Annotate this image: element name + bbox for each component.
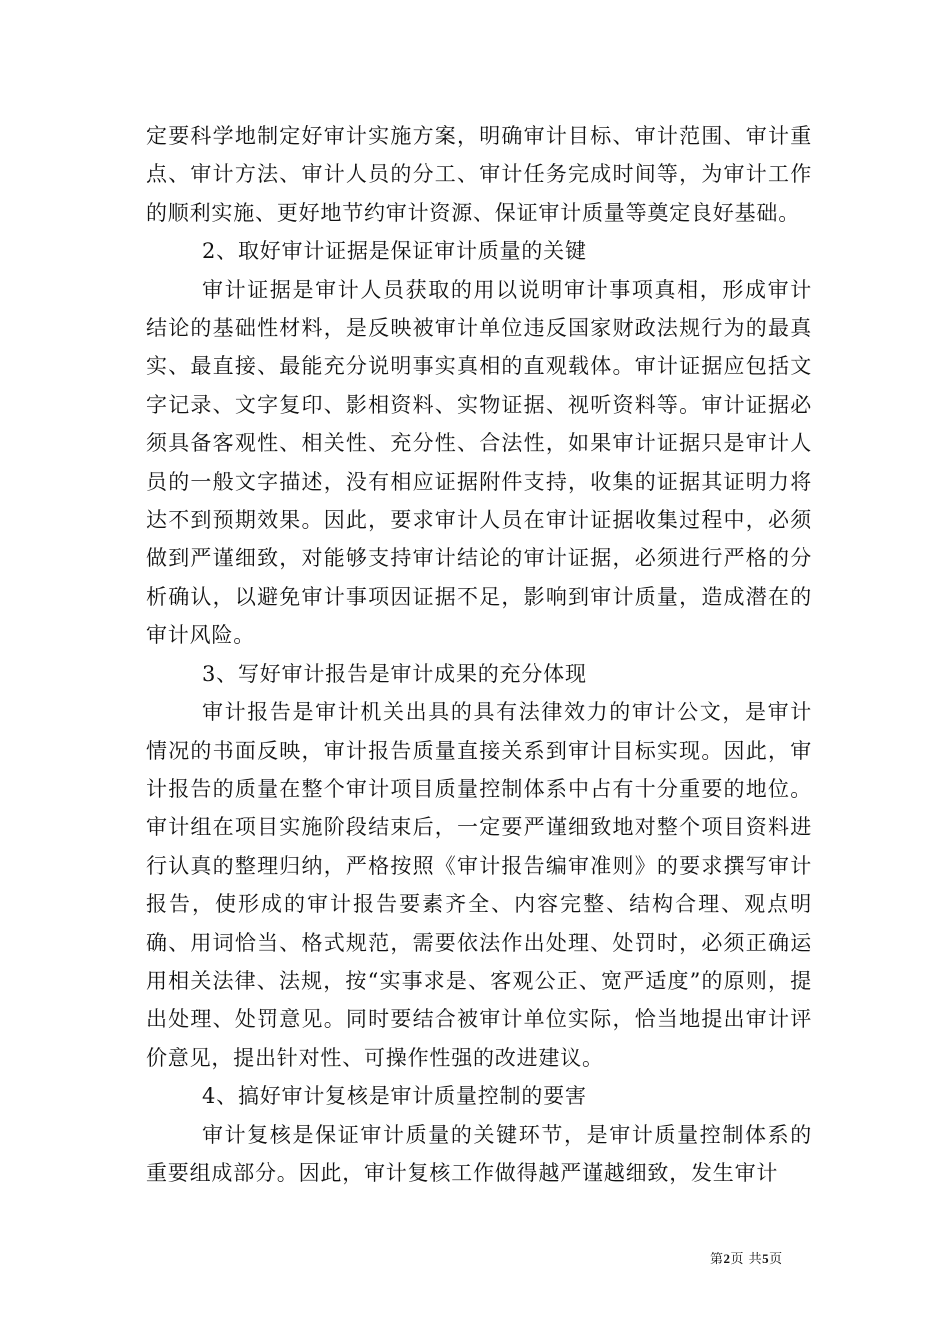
section-heading-3: 3、写好审计报告是审计成果的充分体现 [202, 661, 587, 686]
paragraph-continuation: 定要科学地制定好审计实施方案，明确审计目标、审计范围、审计重点、审计方法、审计人员的分工、审计任务完成时间等，为审计工作的顺利实施、更好地节约审计资源、保证审计质量等奠定良好基础。 [146, 124, 812, 225]
section-heading-2: 2、取好审计证据是保证审计质量的关键 [202, 239, 587, 264]
section-heading-4: 4、搞好审计复核是审计质量控制的要害 [202, 1084, 587, 1109]
footer-suffix: 页 [769, 1252, 783, 1267]
page-footer [710, 1248, 783, 1267]
paragraph-audit-review: 审计复核是保证审计质量的关键环节，是审计质量控制体系的重要组成部分。因此，审计复核工作做得越严谨越细致，发生审计 [146, 1122, 812, 1185]
footer-prefix: 第 [710, 1252, 724, 1267]
footer-middle: 页 共 [730, 1252, 763, 1267]
paragraph-audit-report: 审计报告是审计机关出具的具有法律效力的审计公文，是审计情况的书面反映，审计报告质量直接关系到审计目标实现。因此，审计报告的质量在整个审计项目质量控制体系中占有十分重要的地位。审计组在项目实施阶段结束后，一定要严谨细致地对整个项目资料进行认真的整理归纳，严格按照《审计报告编审准则》的要求撰写审计报告，使形成的审计报告要素齐全、内容完整、结构合理、观点明确、用词恰当、格式规范，需要依法作出处理、处罚时，必须正确运用相关法律、法规，按“实事求是、客观公正、宽严适度”的原则，提出处理、处罚意见。同时要结合被审计单位实际，恰当地提出审计评价意见，提出针对性、可操作性强的改进建议。 [146, 700, 812, 1070]
document-body [146, 117, 812, 1192]
paragraph-audit-evidence: 审计证据是审计人员获取的用以说明审计事项真相，形成审计结论的基础性材料，是反映被审计单位违反国家财政法规行为的最真实、最直接、最能充分说明事实真相的直观载体。审计证据应包括文字记录、文字复印、影相资料、实物证据、视听资料等。审计证据必须具备客观性、相关性、充分性、合法性，如果审计证据只是审计人员的一般文字描述，没有相应证据附件支持，收集的证据其证明力将达不到预期效果。因此，要求审计人员在审计证据收集过程中，必须做到严谨细致，对能够支持审计结论的审计证据，必须进行严格的分析确认，以避免审计事项因证据不足，影响到审计质量，造成潜在的审计风险。 [146, 277, 812, 648]
footer-total-pages: 5 [762, 1251, 770, 1266]
footer-current-page: 2 [723, 1251, 731, 1266]
